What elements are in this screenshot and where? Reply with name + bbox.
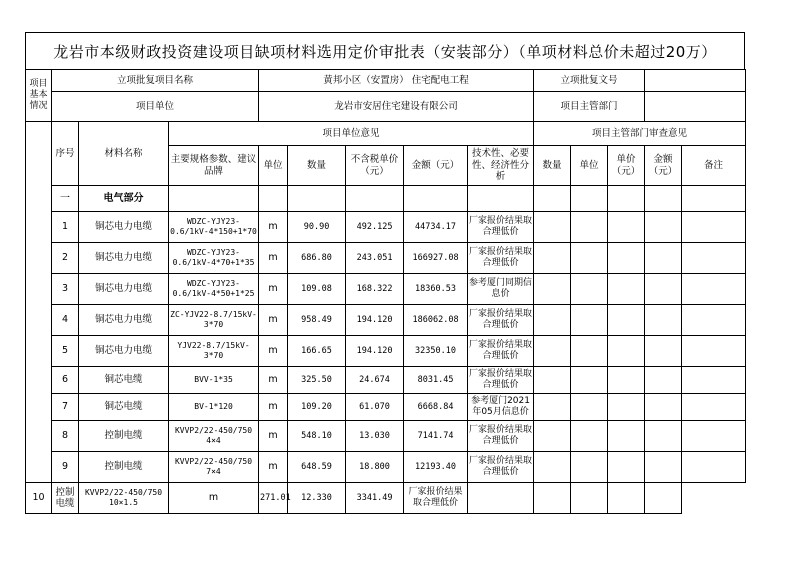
row-spec: WDZC-YJY23-0.6/1kV-4*150+1*70 xyxy=(169,212,259,243)
header-authority-opinion: 项目主管部门审查意见 xyxy=(534,122,746,146)
row-spec: WDZC-YJY23-0.6/1kV-4*50+1*25 xyxy=(169,274,259,305)
authority-review-cell[interactable] xyxy=(534,274,571,305)
header-unit-opinion: 项目单位意见 xyxy=(169,122,534,146)
authority-review-cell[interactable] xyxy=(682,367,746,394)
header-seq: 序号 xyxy=(52,122,79,186)
row-unit: m xyxy=(259,452,288,483)
row-spec: WDZC-YJY23-0.6/1kV-4*70+1*35 xyxy=(169,243,259,274)
row-seq: 3 xyxy=(52,274,79,305)
authority-review-cell[interactable] xyxy=(571,212,608,243)
row-reason: 厂家报价结果取合理低价 xyxy=(468,243,534,274)
row-qty: 548.10 xyxy=(288,421,346,452)
authority-review-cell[interactable] xyxy=(571,336,608,367)
row-spec: KVVP2/22-450/750 7×4 xyxy=(169,452,259,483)
row-spec: YJV22-8.7/15kV-3*70 xyxy=(169,336,259,367)
row-material-name: 控制电缆 xyxy=(52,483,79,514)
table-row xyxy=(26,336,746,367)
row-price: 492.125 xyxy=(346,212,404,243)
row-price: 13.030 xyxy=(346,421,404,452)
row-qty: 109.20 xyxy=(288,394,346,421)
header-spec: 主要规格参数、建议品牌 xyxy=(169,146,259,186)
row-reason: 厂家报价结果取合理低价 xyxy=(468,421,534,452)
row-material-name: 铜芯电力电缆 xyxy=(79,274,169,305)
authority-review-cell[interactable] xyxy=(682,336,746,367)
info-row-unit xyxy=(26,92,746,122)
row-seq: 2 xyxy=(52,243,79,274)
authority-review-cell[interactable] xyxy=(571,274,608,305)
approval-table xyxy=(25,69,746,514)
row-material-name: 铜芯电缆 xyxy=(79,367,169,394)
row-spec: KVVP2/22-450/750 4×4 xyxy=(169,421,259,452)
header-amount: 金额（元） xyxy=(404,146,468,186)
row-price: 12.330 xyxy=(288,483,346,514)
row-spec: BV-1*120 xyxy=(169,394,259,421)
row-price: 194.120 xyxy=(346,336,404,367)
authority-review-cell[interactable] xyxy=(534,394,571,421)
row-price: 18.800 xyxy=(346,452,404,483)
row-qty: 958.49 xyxy=(288,305,346,336)
row-material-name: 铜芯电力电缆 xyxy=(79,212,169,243)
authority-review-cell[interactable] xyxy=(645,452,682,483)
row-qty: 648.59 xyxy=(288,452,346,483)
project-name-value: 黄邦小区（安置房） 住宅配电工程 xyxy=(259,70,534,92)
authority-review-cell[interactable] xyxy=(534,305,571,336)
row-unit: m xyxy=(259,274,288,305)
table-row xyxy=(26,483,746,514)
row-seq: 6 xyxy=(52,367,79,394)
row-material-name: 控制电缆 xyxy=(79,421,169,452)
row-qty: 166.65 xyxy=(288,336,346,367)
row-qty: 325.50 xyxy=(288,367,346,394)
row-material-name: 铜芯电力电缆 xyxy=(79,305,169,336)
authority-review-cell[interactable] xyxy=(645,274,682,305)
authority-review-cell[interactable] xyxy=(571,452,608,483)
authority-review-cell[interactable] xyxy=(682,394,746,421)
authority-review-cell[interactable] xyxy=(534,452,571,483)
table-row xyxy=(26,305,746,336)
table-row xyxy=(26,452,746,483)
authority-review-cell[interactable] xyxy=(645,367,682,394)
row-qty: 109.08 xyxy=(288,274,346,305)
row-material-name: 铜芯电力电缆 xyxy=(79,336,169,367)
row-reason: 厂家报价结果取合理低价 xyxy=(468,452,534,483)
row-price: 61.070 xyxy=(346,394,404,421)
authority-review-cell[interactable] xyxy=(608,305,645,336)
row-qty: 686.80 xyxy=(288,243,346,274)
authority-review-cell[interactable] xyxy=(534,336,571,367)
authority-review-cell[interactable] xyxy=(571,394,608,421)
authority-review-cell[interactable] xyxy=(608,483,645,514)
authority-review-cell[interactable] xyxy=(534,367,571,394)
authority-review-cell[interactable] xyxy=(571,483,608,514)
authority-review-cell[interactable] xyxy=(608,367,645,394)
row-amount: 44734.17 xyxy=(404,212,468,243)
authority-review-cell[interactable] xyxy=(645,243,682,274)
header-authority-price: 单价（元） xyxy=(608,146,645,186)
row-price: 24.674 xyxy=(346,367,404,394)
authority-review-cell[interactable] xyxy=(682,305,746,336)
table-row xyxy=(26,394,746,421)
row-reason: 厂家报价结果取合理低价 xyxy=(404,483,468,514)
authority-review-cell[interactable] xyxy=(608,274,645,305)
row-reason: 厂家报价结果取合理低价 xyxy=(468,367,534,394)
header-authority-unit: 单位 xyxy=(571,146,608,186)
row-price: 243.051 xyxy=(346,243,404,274)
project-unit-value: 龙岩市安居住宅建设有限公司 xyxy=(259,92,534,122)
row-amount: 12193.40 xyxy=(404,452,468,483)
authority-review-cell[interactable] xyxy=(571,367,608,394)
row-unit: m xyxy=(259,243,288,274)
header-qty: 数量 xyxy=(288,146,346,186)
info-section-label: 项目基本情况 xyxy=(26,70,52,122)
row-spec: ZC-YJV22-8.7/15kV-3*70 xyxy=(169,305,259,336)
authority-review-cell[interactable] xyxy=(608,452,645,483)
row-unit: m xyxy=(259,367,288,394)
row-amount: 18360.53 xyxy=(404,274,468,305)
authority-review-cell[interactable] xyxy=(534,243,571,274)
header-authority-qty: 数量 xyxy=(534,146,571,186)
authority-review-cell[interactable] xyxy=(608,336,645,367)
table-row xyxy=(26,367,746,394)
approval-no-label: 立项批复文号 xyxy=(534,70,645,92)
row-reason: 厂家报价结果取合理低价 xyxy=(468,336,534,367)
table-row xyxy=(26,212,746,243)
authority-review-cell[interactable] xyxy=(468,483,534,514)
row-unit: m xyxy=(169,483,259,514)
row-reason: 厂家报价结果取合理低价 xyxy=(468,305,534,336)
table-row xyxy=(26,421,746,452)
row-seq: 1 xyxy=(52,212,79,243)
row-amount: 186062.08 xyxy=(404,305,468,336)
row-unit: m xyxy=(259,394,288,421)
project-unit-label: 项目单位 xyxy=(52,92,259,122)
header-authority-amount: 金额（元） xyxy=(645,146,682,186)
table-row xyxy=(26,274,746,305)
authority-review-cell[interactable] xyxy=(682,212,746,243)
authority-label: 项目主管部门 xyxy=(534,92,645,122)
project-name-label: 立项批复项目名称 xyxy=(52,70,259,92)
form-title: 龙岩市本级财政投资建设项目缺项材料选用定价审批表（安装部分）（单项材料总价未超过20万） xyxy=(25,32,745,69)
authority-review-cell[interactable] xyxy=(645,305,682,336)
authority-review-cell[interactable] xyxy=(571,243,608,274)
authority-review-cell[interactable] xyxy=(608,212,645,243)
row-unit: m xyxy=(259,421,288,452)
authority-review-cell[interactable] xyxy=(645,212,682,243)
row-qty: 90.90 xyxy=(288,212,346,243)
row-material-name: 铜芯电力电缆 xyxy=(79,243,169,274)
authority-review-cell[interactable] xyxy=(534,421,571,452)
row-qty: 271.01 xyxy=(259,483,288,514)
authority-review-cell[interactable] xyxy=(571,305,608,336)
row-reason: 厂家报价结果取合理低价 xyxy=(468,212,534,243)
row-amount: 32350.10 xyxy=(404,336,468,367)
authority-review-cell[interactable] xyxy=(682,452,746,483)
row-amount: 8031.45 xyxy=(404,367,468,394)
authority-review-cell[interactable] xyxy=(682,421,746,452)
row-seq: 9 xyxy=(52,452,79,483)
section-row xyxy=(26,186,746,212)
row-reason: 参考厦门同期信息价 xyxy=(468,274,534,305)
row-reason: 参考厦门2021年05月信息价 xyxy=(468,394,534,421)
approval-form xyxy=(25,32,745,514)
row-material-name: 控制电缆 xyxy=(79,452,169,483)
row-seq: 7 xyxy=(52,394,79,421)
row-price: 168.322 xyxy=(346,274,404,305)
row-seq: 4 xyxy=(52,305,79,336)
authority-review-cell[interactable] xyxy=(682,243,746,274)
authority-review-cell[interactable] xyxy=(608,394,645,421)
row-spec: KVVP2/22-450/750 10×1.5 xyxy=(79,483,169,514)
authority-review-cell[interactable] xyxy=(682,274,746,305)
row-spec: BVV-1*35 xyxy=(169,367,259,394)
authority-review-cell[interactable] xyxy=(608,421,645,452)
info-row-project xyxy=(26,70,746,92)
authority-review-cell[interactable] xyxy=(645,394,682,421)
row-amount: 166927.08 xyxy=(404,243,468,274)
header-unit: 单位 xyxy=(259,146,288,186)
section-name: 电气部分 xyxy=(79,186,169,212)
authority-review-cell[interactable] xyxy=(534,212,571,243)
header-row-1 xyxy=(26,122,746,146)
row-unit: m xyxy=(259,305,288,336)
authority-value[interactable] xyxy=(645,92,746,122)
authority-review-cell[interactable] xyxy=(608,243,645,274)
authority-review-cell[interactable] xyxy=(534,483,571,514)
row-material-name: 铜芯电缆 xyxy=(79,394,169,421)
header-remark: 备注 xyxy=(682,146,746,186)
left-blank-column xyxy=(26,122,52,483)
section-seq: 一 xyxy=(52,186,79,212)
row-amount: 7141.74 xyxy=(404,421,468,452)
authority-review-cell[interactable] xyxy=(645,483,682,514)
header-price: 不含税单价（元） xyxy=(346,146,404,186)
row-unit: m xyxy=(259,212,288,243)
row-amount: 3341.49 xyxy=(346,483,404,514)
approval-no-value[interactable] xyxy=(645,70,746,92)
header-material: 材料名称 xyxy=(79,122,169,186)
authority-review-cell[interactable] xyxy=(645,336,682,367)
row-price: 194.120 xyxy=(346,305,404,336)
row-seq: 10 xyxy=(26,483,52,514)
row-unit: m xyxy=(259,336,288,367)
row-seq: 5 xyxy=(52,336,79,367)
header-reason: 技术性、必要性、经济性分析 xyxy=(468,146,534,186)
row-amount: 6668.84 xyxy=(404,394,468,421)
authority-review-cell[interactable] xyxy=(645,421,682,452)
authority-review-cell[interactable] xyxy=(571,421,608,452)
table-row xyxy=(26,243,746,274)
row-seq: 8 xyxy=(52,421,79,452)
